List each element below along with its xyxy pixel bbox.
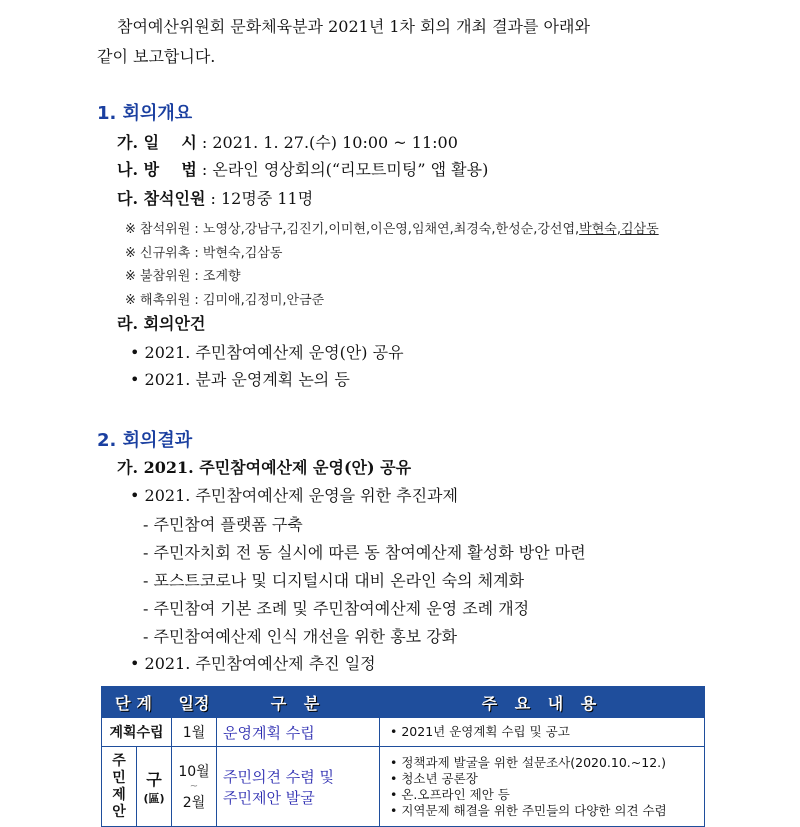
date-value: : 2021. 1. 27.(수) 10:00 ~ 11:00	[201, 133, 458, 152]
cell-stage: 주민제안	[102, 747, 137, 827]
note-dismissed: ※ 해촉위원 : 김미애,김정미,안금준	[125, 293, 325, 308]
cell-sub: 구	[146, 770, 162, 789]
task-item: - 주민참여 기본 조례 및 주민참여예산제 운영 조례 개정	[143, 599, 530, 618]
month-end: 2월	[182, 795, 206, 811]
agenda-item: • 2021. 분과 운영계획 논의 등	[130, 370, 350, 389]
cell-sub2: (區)	[143, 792, 165, 805]
content-item: • 청소년 공론장	[390, 770, 478, 786]
bullet-tasks: • 2021. 주민참여예산제 운영을 위한 추진과제	[130, 486, 458, 505]
content-item: • 지역문제 해결을 위한 주민들의 다양한 의견 수렴	[390, 802, 667, 818]
task-item: - 주민자치회 전 동 실시에 따른 동 참여예산제 활성화 방안 마련	[143, 543, 586, 562]
cell-category: 운영계획 수립	[217, 718, 380, 747]
method-label: 나. 방 법	[117, 160, 197, 179]
note-new: ※ 신규위촉 : 박현숙,김삼동	[125, 246, 283, 261]
section-1-title: 1. 회의개요	[97, 103, 193, 124]
header-content: 주 요 내 용	[380, 687, 705, 718]
cell-content: • 2021년 운영계획 수립 및 공고	[380, 718, 705, 747]
attendance-value: : 12명중 11명	[210, 189, 314, 208]
note-absent: ※ 불참위원 : 조계향	[125, 269, 241, 284]
content-item: • 정책과제 발굴을 위한 설문조사(2020.10.~12.)	[390, 754, 667, 770]
category-line: 주민의견 수렴 및	[223, 767, 334, 786]
agenda-label: 라. 회의안건	[117, 314, 206, 333]
content-item: • 온.오프라인 제안 등	[390, 786, 510, 802]
subsection-title: 가. 2021. 주민참여예산제 운영(안) 공유	[117, 458, 412, 477]
schedule-table	[101, 686, 705, 827]
intro-line-1: 참여예산위원회 문화체육분과 2021년 1차 회의 개최 결과를 아래와	[117, 17, 590, 36]
task-item: - 주민참여예산제 인식 개선을 위한 홍보 강화	[143, 627, 458, 646]
task-item: - 주민참여 플랫폼 구축	[143, 515, 303, 534]
method-value: : 온라인 영상회의(“리모트미팅” 앱 활용)	[201, 160, 489, 179]
tilde: ~	[189, 781, 199, 792]
bullet-schedule: • 2021. 주민참여예산제 추진 일정	[130, 654, 376, 673]
table-row	[102, 747, 705, 827]
table-row	[102, 718, 705, 747]
cell-month: 1월	[172, 718, 217, 747]
note-attendees: ※ 참석위원 : 노영상,강남구,김진기,이미현,이은영,임채연,최경숙,한성순,강선엽,박현숙,김삼동	[125, 222, 659, 237]
category-line: 주민제안 발굴	[223, 788, 315, 807]
cell-stage: 계획수립	[102, 718, 172, 747]
section-2-title: 2. 회의결과	[97, 430, 193, 451]
header-category: 구 분	[217, 687, 380, 718]
intro-line-2: 같이 보고합니다.	[97, 47, 216, 66]
header-schedule: 일정	[172, 687, 217, 718]
table-header	[102, 687, 705, 718]
date-label: 가. 일 시	[117, 133, 197, 152]
task-item: - 포스트코로나 및 디지털시대 대비 온라인 숙의 체계화	[143, 571, 525, 590]
agenda-item: • 2021. 주민참여예산제 운영(안) 공유	[130, 343, 404, 362]
header-stage: 단계	[102, 687, 172, 718]
attendance-label: 다. 참석인원	[117, 189, 206, 208]
month-start: 10월	[178, 764, 210, 780]
